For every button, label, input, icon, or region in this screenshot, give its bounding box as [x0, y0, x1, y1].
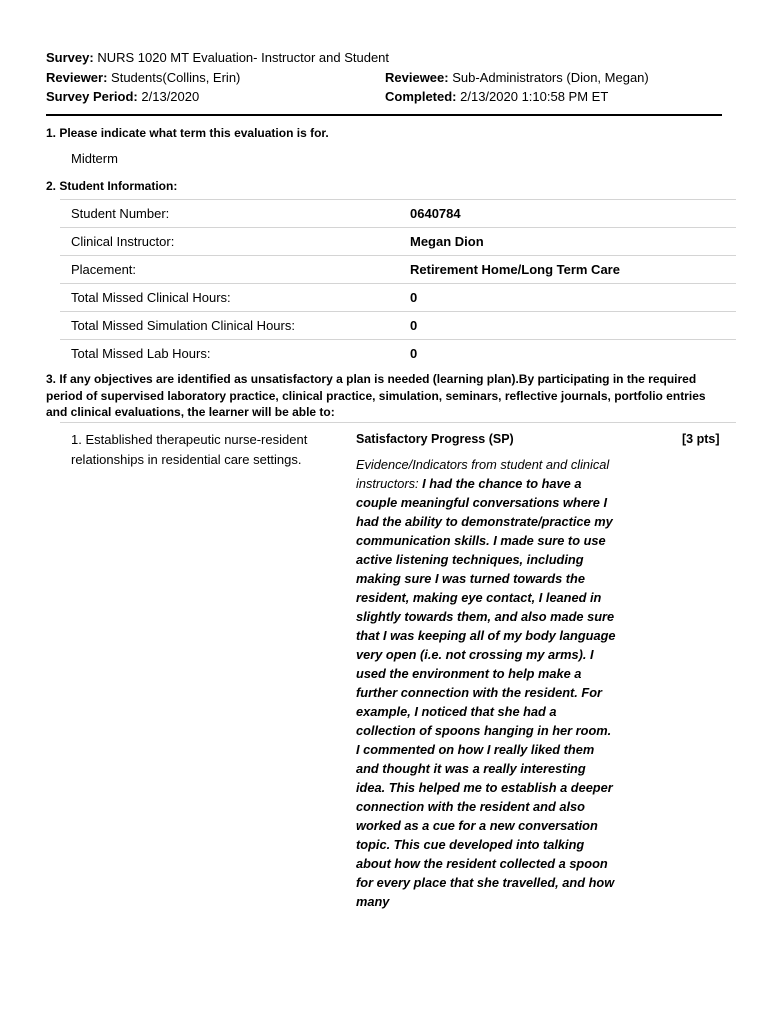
- row-value: 0640784: [410, 206, 461, 221]
- row-label: Total Missed Simulation Clinical Hours:: [71, 318, 295, 333]
- question-3: 3. If any objectives are identified as unsatisfactory a plan is needed (learning plan).By participating in the required period of supervised laboratory practice, clinical practice, simulation, seminars, reflective journals, portfolio entries and clinical evaluations, the learner will be able to:: [46, 372, 706, 419]
- survey-value: NURS 1020 MT Evaluation- Instructor and Student: [97, 50, 390, 65]
- row-label: Total Missed Clinical Hours:: [71, 290, 231, 305]
- rating-value: Satisfactory Progress (SP): [356, 432, 514, 446]
- survey-label: Survey:: [46, 50, 94, 65]
- table-row: [60, 311, 736, 339]
- header-divider: [46, 114, 722, 116]
- question-1-answer: Midterm: [71, 151, 118, 166]
- reviewee-field: [385, 68, 649, 88]
- row-value: 0: [410, 346, 418, 361]
- completed-label: Completed:: [385, 89, 457, 104]
- table-row: [60, 255, 736, 283]
- survey-row: [46, 48, 722, 68]
- row-label: Placement:: [71, 262, 137, 277]
- survey-period-label: Survey Period:: [46, 89, 138, 104]
- question-2: 2. Student Information:: [46, 179, 178, 193]
- objective-divider: [60, 422, 736, 423]
- survey-header: [46, 48, 722, 107]
- reviewee-label: Reviewee:: [385, 69, 449, 85]
- row-value: Megan Dion: [410, 234, 484, 249]
- points-value: [3 pts]: [682, 432, 720, 446]
- row-label: Student Number:: [71, 206, 170, 221]
- reviewer-value: Students(Collins, Erin): [111, 69, 241, 85]
- reviewer-label: Reviewer:: [46, 69, 108, 85]
- row-label: Total Missed Lab Hours:: [71, 346, 211, 361]
- row-value: 0: [410, 290, 418, 305]
- completed-value: 2/13/2020 1:10:58 PM ET: [460, 89, 609, 104]
- student-info-table: [60, 199, 736, 367]
- reviewee-value: Sub-Administrators (Dion, Megan): [452, 69, 649, 85]
- evidence-text: I had the chance to have a couple meaningful conversations where I had the ability to demonstrate/practice my communication skills. I made sure to use active listening techniques, including making sure I was turned towards the resident, making eye contact, I leaned in slightly towards them, and also made sure that I was keeping all of my body language very open (i.e. not crossing my arms). I used the environment to help make a further connection with the resident. For example, I noticed that she had a collection of spoons hanging in her room. I commented on how I really liked them and thought it was a really interesting idea. This helped me to establish a deeper connection with the resident and also worked as a cue for a new conversation topic. This cue developed into talking about how the resident collected a spoon for every place that she travelled, and how many: [356, 476, 616, 909]
- period-row: [46, 87, 722, 107]
- objective-text: 1. Established therapeutic nurse-resident relationships in residential care settings.: [71, 432, 308, 467]
- row-value: Retirement Home/Long Term Care: [410, 262, 620, 277]
- table-row: [60, 199, 736, 227]
- table-row: [60, 283, 736, 311]
- table-row: [60, 227, 736, 255]
- table-row: [60, 339, 736, 367]
- row-value: 0: [410, 318, 418, 333]
- evidence-block: [356, 455, 618, 911]
- evidence-label: Evidence/Indicators from student and clinical instructors:: [356, 457, 610, 491]
- reviewer-row: [46, 68, 722, 88]
- survey-period-value: 2/13/2020: [141, 89, 200, 104]
- question-1: 1. Please indicate what term this evaluation is for.: [46, 126, 329, 140]
- row-label: Clinical Instructor:: [71, 234, 175, 249]
- completed-field: [385, 87, 608, 107]
